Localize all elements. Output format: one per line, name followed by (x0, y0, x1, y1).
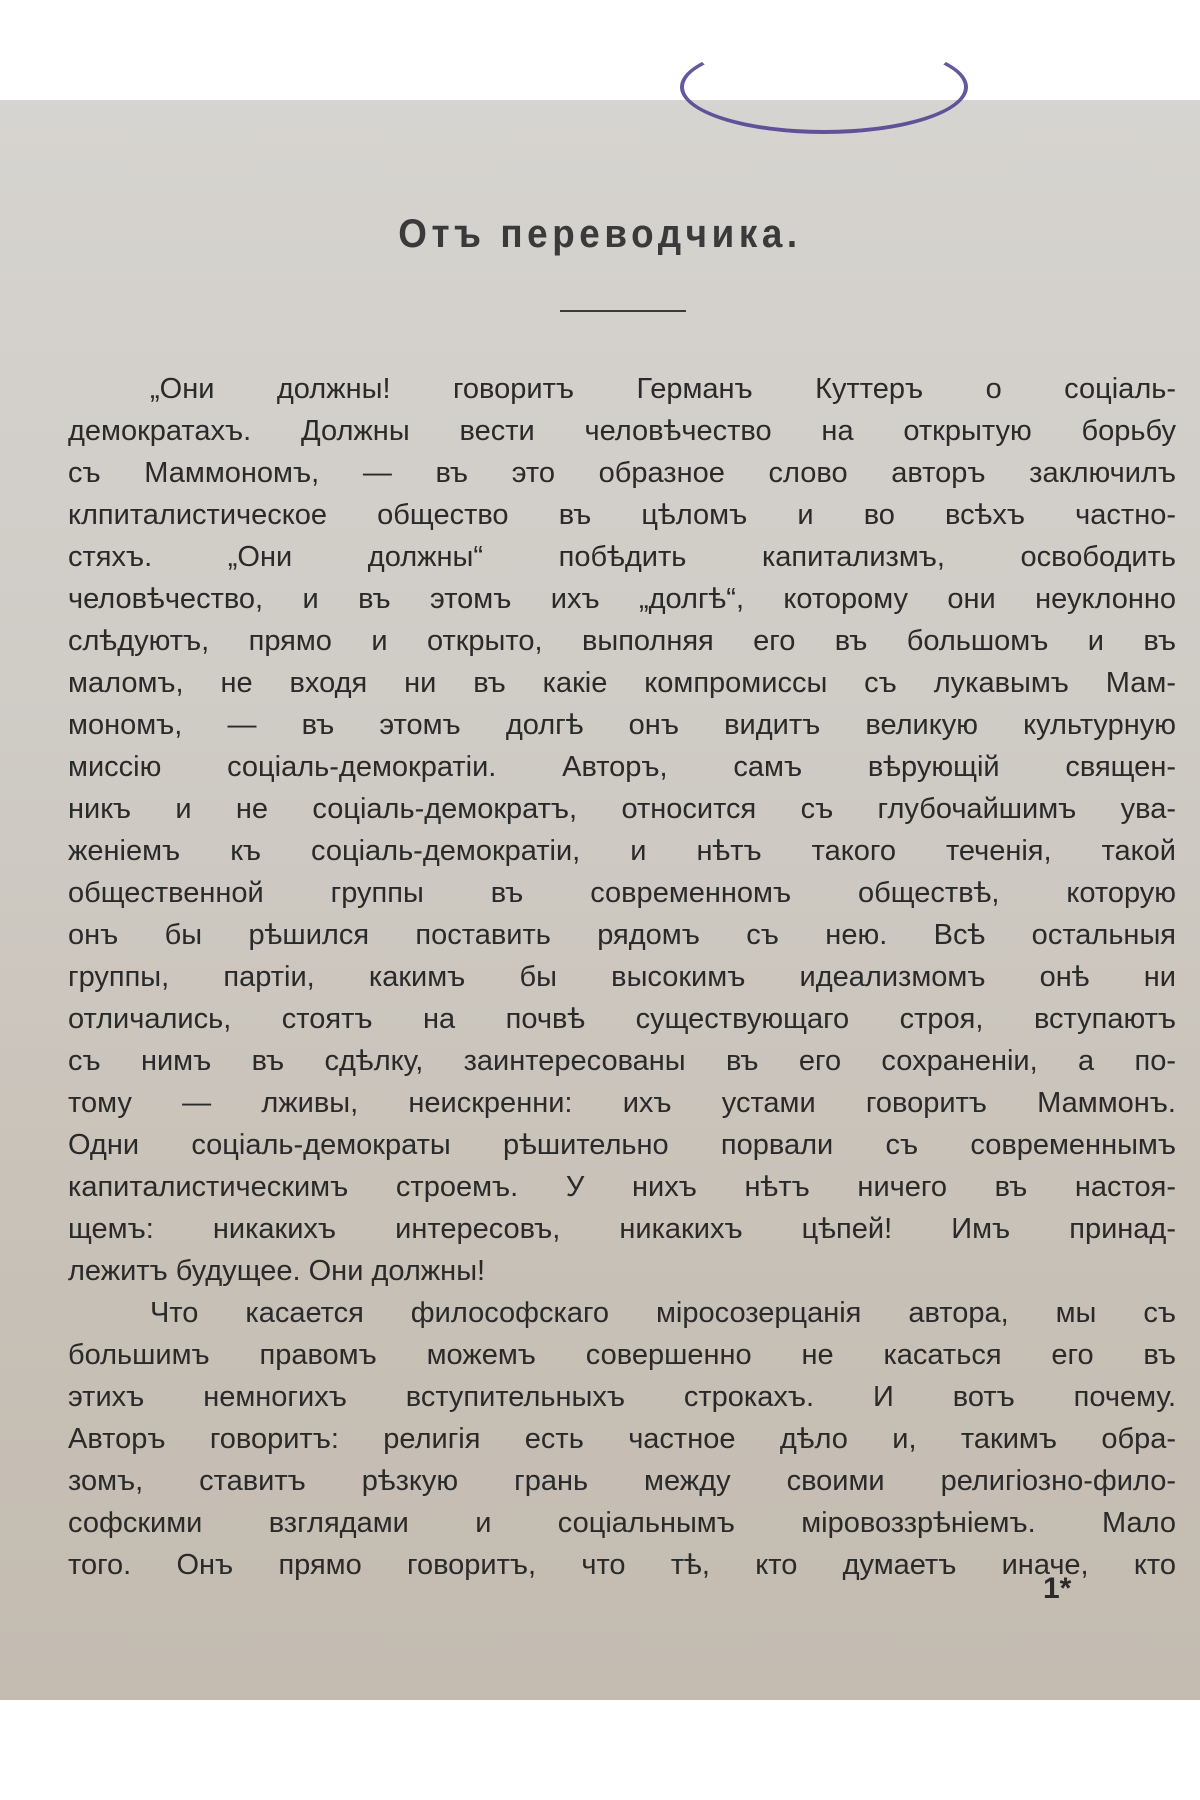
text-line: „Они должны! говоритъ Германъ Куттеръ о соціаль- (150, 373, 1176, 405)
text-line: никъ и не соціаль-демократъ, относится съ глубочайшимъ ува- (68, 793, 1176, 825)
text-line: капиталистическимъ строемъ. У нихъ нѣтъ ничего въ настоя- (68, 1171, 1176, 1203)
text-line: того. Онъ прямо говоритъ, что тѣ, кто думаетъ иначе, кто (68, 1549, 1176, 1581)
text-line: Одни соціаль-демократы рѣшительно порвали съ современнымъ (68, 1129, 1176, 1161)
text-line: Что касается философскаго міросозерцанія автора, мы съ (150, 1297, 1176, 1329)
text-line: миссію соціаль-демократіи. Авторъ, самъ вѣрующій священ- (68, 751, 1176, 783)
text-line: женіемъ къ соціаль-демократіи, и нѣтъ такого теченія, такой (68, 835, 1176, 867)
text-line: этихъ немногихъ вступительныхъ строкахъ. И вотъ почему. (68, 1381, 1176, 1413)
title-divider (560, 310, 686, 312)
text-line: лежитъ будущее. Они должны! (68, 1255, 486, 1287)
text-line: щемъ: никакихъ интересовъ, никакихъ цѣпей! Имъ принад- (68, 1213, 1176, 1245)
text-line: отличались, стоятъ на почвѣ существующаго строя, вступаютъ (68, 1003, 1176, 1035)
text-line: зомъ, ставитъ рѣзкую грань между своими религіозно-фило- (68, 1465, 1176, 1497)
text-line: софскими взглядами и соціальнымъ міровоззрѣніемъ. Мало (68, 1507, 1176, 1539)
body-text (68, 368, 1176, 1586)
text-line: онъ бы рѣшился поставить рядомъ съ нею. Всѣ остальныя (68, 919, 1176, 951)
text-line: мономъ, — въ этомъ долгѣ онъ видитъ великую культурную (68, 709, 1176, 741)
text-line: тому — лживы, неискренни: ихъ устами говоритъ Маммонъ. (68, 1087, 1176, 1119)
text-line: маломъ, не входя ни въ какіе компромиссы съ лукавымъ Мам- (68, 667, 1176, 699)
text-line: съ Маммономъ, — въ это образное слово авторъ заключилъ (68, 457, 1176, 489)
text-line: съ нимъ въ сдѣлку, заинтересованы въ его сохраненіи, а по- (68, 1045, 1176, 1077)
text-line: большимъ правомъ можемъ совершенно не касаться его въ (68, 1339, 1176, 1371)
book-page (0, 100, 1200, 1700)
text-line: стяхъ. „Они должны“ побѣдить капитализмъ, освободить (68, 541, 1176, 573)
text-line: человѣчество, и въ этомъ ихъ „долгѣ“, которому они неуклонно (68, 583, 1176, 615)
text-line: общественной группы въ современномъ обществѣ, которую (68, 877, 1176, 909)
page-number: 1* (1043, 1572, 1072, 1605)
page-title: Отъ переводчика. (398, 212, 802, 256)
text-line: демократахъ. Должны вести человѣчество на открытую борьбу (68, 415, 1176, 447)
text-line: группы, партіи, какимъ бы высокимъ идеализмомъ онѣ ни (68, 961, 1176, 993)
text-line: слѣдуютъ, прямо и открыто, выполняя его въ большомъ и въ (68, 625, 1176, 657)
text-line: Авторъ говоритъ: религія есть частное дѣло и, такимъ обра- (68, 1423, 1176, 1455)
library-stamp (680, 40, 968, 134)
text-line: клпиталистическое общество въ цѣломъ и во всѣхъ частно- (68, 499, 1176, 531)
